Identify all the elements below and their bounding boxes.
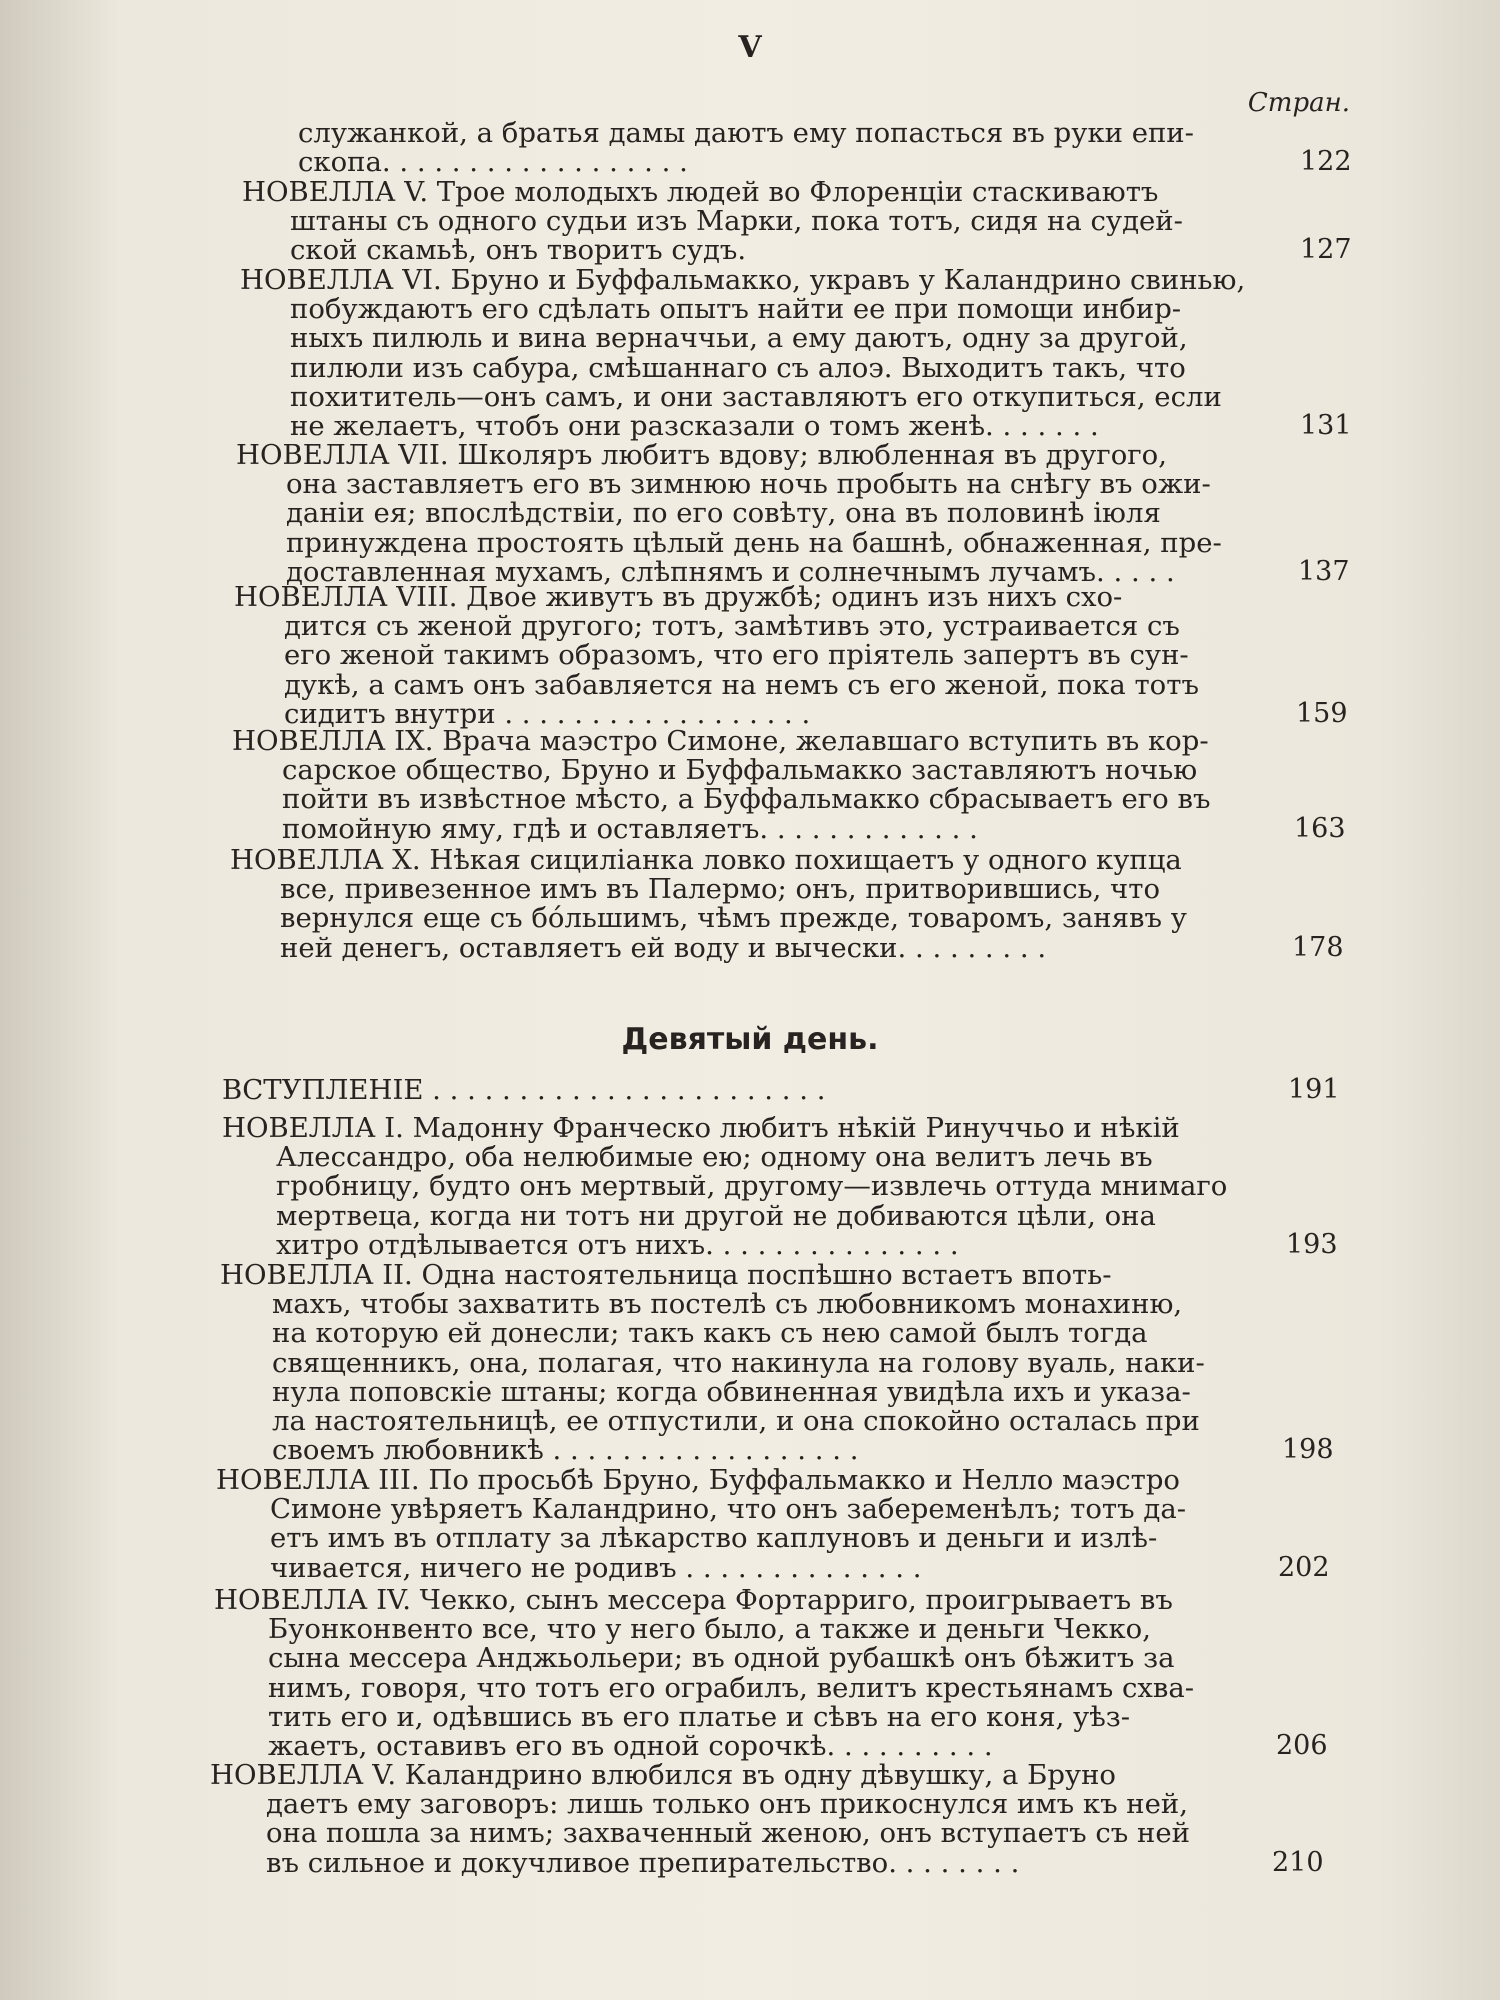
toc-entry-line: служанкой, а братья дамы даютъ ему попасться въ руки епи-: [298, 117, 1194, 149]
toc-entry-line: побуждаютъ его сдѣлать опытъ найти ее при помощи инбир-: [290, 293, 1182, 326]
toc-entry-line: тить его и, одѣвшись въ его платье и сѣвъ на его коня, уѣз-: [268, 1700, 1131, 1733]
toc-entry-line: НОВЕЛЛА I. Мадонну Франческо любитъ нѣкій Ринуччьо и нѣкій: [222, 1112, 1180, 1144]
toc-entry-line: скопа. . . . . . . . . . . . . . . . . .: [298, 146, 688, 179]
toc-page-number: 198: [1282, 1434, 1334, 1466]
toc-entry-line: НОВЕЛЛА V. Каландрино влюбился въ одну дѣвушку, а Бруно: [210, 1759, 1116, 1791]
toc-entry-line: его женой такимъ образомъ, что его пріятель запертъ въ сун-: [284, 639, 1189, 672]
toc-entry-line: ской скамьѣ, онъ творитъ судъ.: [290, 234, 747, 267]
toc-entry-line: мертвеца, когда ни тотъ ни другой не добиваются цѣли, она: [276, 1199, 1156, 1232]
toc-entry-line: НОВЕЛЛА VII. Школяръ любитъ вдову; влюбленная въ другого,: [236, 439, 1167, 471]
toc-entry-line: НОВЕЛЛА X. Нѣкая сицилiанка ловко похищаетъ у одного купца: [230, 844, 1182, 876]
toc-entry-line: на которую ей донесли; такъ какъ съ нею самой былъ тогда: [272, 1317, 1148, 1350]
page-column-header: Стран.: [1247, 88, 1350, 118]
toc-entry-line: нула поповскіе штаны; когда обвиненная увидѣла ихъ и указа-: [272, 1375, 1191, 1408]
toc-page-number: 191: [1288, 1074, 1340, 1105]
toc-entry-line: чивается, ничего не родивъ . . . . . . . . . . . . . .: [270, 1551, 922, 1584]
toc-entry-line: даніи ея; впослѣдствіи, по его совѣту, она въ половинѣ іюля: [286, 497, 1161, 530]
toc-page-number: 202: [1278, 1551, 1330, 1583]
toc-entry-line: ныхъ пилюль и вина верначчьи, а ему даютъ, одну за другой,: [290, 322, 1188, 355]
toc-entry-line: нимъ, говоря, что тотъ его ограбилъ, велитъ крестьянамъ схва-: [268, 1671, 1195, 1704]
toc-entry-line: ВСТУПЛЕНІЕ . . . . . . . . . . . . . . . . . . . . . . .: [222, 1074, 826, 1106]
toc-entry-line: НОВЕЛЛА VIII. Двое живутъ въ дружбѣ; одинъ изъ нихъ схо-: [234, 581, 1123, 613]
toc-page-number: 131: [1300, 410, 1352, 441]
toc-entry-line: махъ, чтобы захватить въ постелѣ съ любовникомъ монахиню,: [272, 1288, 1183, 1321]
toc-entry-line: етъ имъ въ отплату за лѣкарство каплуновъ и деньги и излѣ-: [270, 1522, 1158, 1555]
toc-entry-line: доставленная мухамъ, слѣпнямъ и солнечнымъ лучамъ. . . . .: [286, 555, 1175, 588]
toc-entry-line: принуждена простоять цѣлый день на башнѣ, обнаженная, пре-: [286, 526, 1222, 559]
toc-entry-line: ней денегъ, оставляетъ ей воду и вычески. . . . . . . . .: [280, 931, 1047, 964]
toc-page-number: 159: [1296, 697, 1348, 729]
toc-page-number: 163: [1294, 812, 1346, 844]
toc-entry-line: даетъ ему заговоръ: лишь только онъ прикоснулся имъ къ ней,: [266, 1788, 1188, 1821]
toc-entry-line: ла настоятельницѣ, ее отпустили, и она спокойно осталась при: [272, 1405, 1200, 1437]
toc-entry-line: она заставляетъ его въ зимнюю ночь пробыть на снѣгу въ ожи-: [286, 468, 1211, 501]
toc-entry-line: вернулся еще съ бóльшимъ, чѣмъ прежде, товаромъ, занявъ у: [280, 902, 1187, 935]
toc-entry-line: НОВЕЛЛА II. Одна настоятельница поспѣшно встаетъ впоть-: [220, 1259, 1112, 1291]
toc-entry-line: священникъ, она, полагая, что накинула на голову вуаль, наки-: [272, 1346, 1205, 1379]
toc-page-number: 127: [1300, 234, 1352, 266]
toc-entry-line: НОВЕЛЛА IX. Врача маэстро Симоне, желавшаго вступить въ кор-: [232, 725, 1209, 757]
toc-entry-line: пилюли изъ сабура, смѣшаннаго съ алоэ. Выходитъ такъ, что: [290, 351, 1186, 384]
toc-entry-line: НОВЕЛЛА V. Трое молодыхъ людей во Флоренціи стаскиваютъ: [242, 176, 1159, 208]
toc-entry-line: пойти въ извѣстное мѣсто, а Буффальмакко сбрасываетъ его въ: [282, 783, 1211, 816]
page-number: V: [738, 30, 762, 65]
toc-entry-line: Алессандро, оба нелюбимые ею; одному она велитъ лечь въ: [276, 1141, 1153, 1174]
toc-entry-line: сарское общество, Бруно и Буффальмакко заставляютъ ночью: [282, 754, 1198, 787]
toc-entry-line: НОВЕЛЛА VI. Бруно и Буффальмакко, укравъ у Каландрино свинью,: [240, 264, 1246, 296]
toc-entry-line: гробницу, будто онъ мертвый, другому—извлечь оттуда мнимаго: [276, 1170, 1228, 1203]
toc-entry-line: помойную яму, гдѣ и оставляетъ. . . . . . . . . . . . .: [282, 812, 978, 845]
toc-page-number: 206: [1276, 1730, 1328, 1761]
toc-page-number: 122: [1300, 146, 1352, 178]
toc-page-number: 193: [1286, 1228, 1338, 1260]
toc-page-number: 210: [1272, 1846, 1324, 1878]
toc-entry-line: Буонконвенто все, что у него было, а также и деньги Чекко,: [268, 1613, 1151, 1646]
toc-entry-line: похититель—онъ самъ, и они заставляютъ его откупиться, если: [290, 380, 1222, 413]
toc-entry-line: не желаетъ, чтобъ они разсказали о томъ женѣ. . . . . . .: [290, 410, 1099, 442]
toc-entry-line: хитро отдѣлывается отъ нихъ. . . . . . . . . . . . . . .: [276, 1228, 959, 1261]
toc-entry-line: въ сильное и докучливое препирательство. . . . . . . .: [266, 1846, 1020, 1879]
section-title: Девятый день.: [621, 1022, 879, 1057]
toc-entry-line: НОВЕЛЛА III. По просьбѣ Бруно, Буффальмакко и Нелло маэстро: [216, 1464, 1180, 1496]
toc-entry-line: сидитъ внутри . . . . . . . . . . . . . . . . . .: [284, 697, 811, 730]
toc-entry-line: дится съ женой другого; тотъ, замѣтивъ это, устраивается съ: [284, 610, 1180, 643]
toc-entry-line: дукѣ, а самъ онъ забавляется на немъ съ его женой, пока тотъ: [284, 668, 1199, 701]
toc-entry-line: НОВЕЛЛА IV. Чекко, сынъ мессера Фортарриго, проигрываетъ въ: [214, 1584, 1173, 1616]
toc-entry-line: своемъ любовникѣ . . . . . . . . . . . . . . . . . .: [272, 1434, 859, 1467]
toc-entry-line: сына мессера Анджьольери; въ одной рубашкѣ онъ бѣжитъ за: [268, 1642, 1175, 1675]
toc-entry-line: все, привезенное имъ въ Палермо; онъ, притворившись, что: [280, 873, 1161, 906]
toc-page-number: 178: [1292, 931, 1344, 963]
toc-page-number: 137: [1298, 555, 1350, 587]
toc-entry-line: она пошла за нимъ; захваченный женою, онъ вступаетъ съ ней: [266, 1817, 1190, 1850]
toc-entry-line: жаетъ, оставивъ его въ одной сорочкѣ. . . . . . . . . .: [268, 1730, 993, 1762]
toc-entry-line: штаны съ одного судьи изъ Марки, пока тотъ, сидя на судей-: [290, 205, 1183, 238]
toc-entry-line: Симоне увѣряетъ Каландрино, что онъ забеременѣлъ; тотъ да-: [270, 1493, 1186, 1526]
